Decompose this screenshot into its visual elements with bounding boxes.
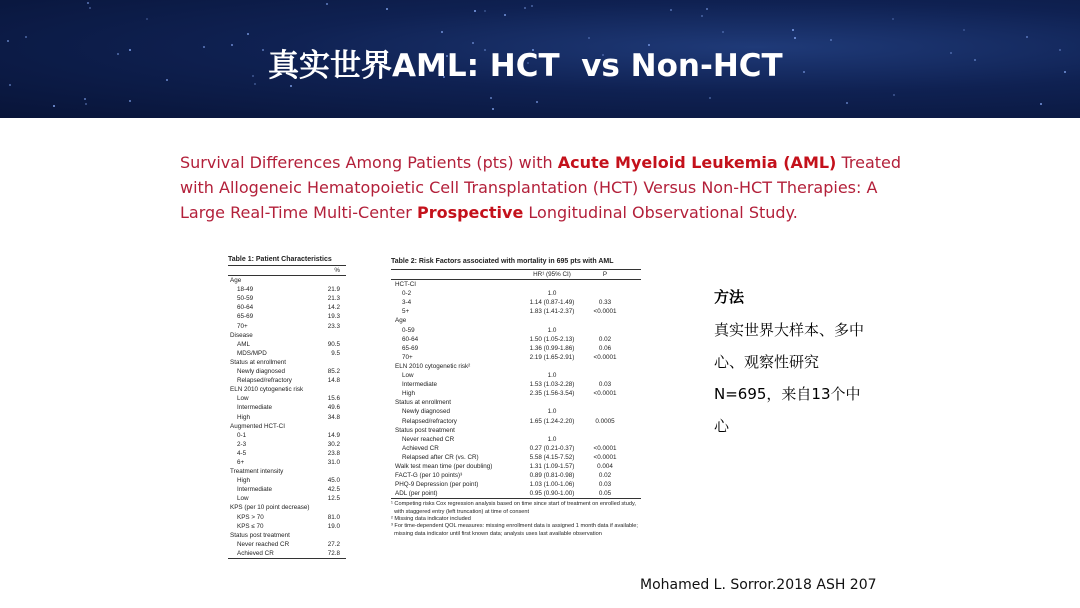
star-decoration [531, 5, 533, 7]
method-line: 心、观察性研究 [714, 353, 820, 371]
table2-row-p: 0.03 [598, 381, 612, 389]
table-row [228, 349, 346, 358]
table2-row-label: Low [402, 372, 414, 380]
table-row [391, 398, 641, 407]
table2-row-hr: 1.0 [547, 435, 557, 443]
star-decoration [701, 15, 703, 17]
table2-row-hr: 0.95 (0.90-1.00) [529, 490, 575, 498]
citation: Mohamed L. Sorror.2018 ASH 207 [640, 577, 877, 593]
star-decoration [474, 10, 476, 12]
star-decoration [254, 83, 256, 85]
table1-row-value: 90.5 [327, 340, 340, 348]
star-decoration [492, 108, 494, 110]
table1-row-label: MDS/MPD [237, 349, 267, 357]
table-row [228, 494, 346, 503]
star-decoration [203, 46, 205, 48]
table-row [391, 426, 641, 435]
table1-row-value: 23.3 [327, 322, 340, 330]
table-row [391, 435, 641, 444]
table-row [391, 298, 641, 307]
star-decoration [792, 29, 794, 31]
table2-row-hr: 1.53 (1.03-2.28) [529, 381, 575, 389]
table1-row-label: Age [230, 277, 242, 285]
table2-row-label: Status post treatment [395, 426, 455, 434]
table2-row-hr: 2.19 (1.65-2.91) [529, 353, 575, 361]
table1-row-value: 14.2 [327, 304, 340, 312]
table-row [228, 413, 346, 422]
table2-row-label: High [402, 390, 415, 398]
star-decoration [25, 36, 27, 38]
table2-row-label: HCT-CI [395, 281, 416, 289]
table1-row-label: Status post treatment [230, 531, 290, 539]
table2-row-label: Relapsed after CR (vs. CR) [402, 453, 479, 461]
table2-row-label: Never reached CR [402, 435, 455, 443]
table2-row-p: 0.0005 [595, 417, 615, 425]
method-line: N=695，来自13个中 [714, 385, 861, 403]
table-row [391, 353, 641, 362]
star-decoration [85, 103, 87, 105]
star-decoration [84, 98, 86, 100]
star-decoration [129, 100, 131, 102]
table2-row-p: <0.0001 [593, 308, 617, 316]
star-decoration [893, 94, 895, 96]
patient-characteristics-table [228, 256, 346, 559]
table-row [228, 422, 346, 431]
table1-row-value: 14.8 [327, 377, 340, 385]
study-title-text: Treated with Allogeneic Hematopoietic Cell Transplantation (HCT) Versus Non-HCT Therapies: A Large Real-Time Multi-Center [180, 153, 902, 222]
table-row [228, 522, 346, 531]
table1-row-label: 65-69 [237, 313, 254, 321]
star-decoration [794, 37, 796, 39]
table1-bottom-rule [228, 558, 346, 559]
table2-row-label: ELN 2010 cytogenetic risk² [395, 362, 471, 370]
table-row [228, 285, 346, 294]
table2-row-p: 0.06 [598, 344, 612, 352]
table-row [391, 307, 641, 316]
table-row [228, 403, 346, 412]
table2-caption: Table 2: Risk Factors associated with mortality in 695 pts with AML [391, 258, 614, 265]
table2-row-p: <0.0001 [593, 353, 617, 361]
table2-footnote: ¹ Competing risks Cox regression analysis based on time since start of treatment on enrolled study, [391, 501, 636, 508]
table2-row-hr: 1.14 (0.87-1.49) [529, 299, 575, 307]
table1-row-label: High [237, 413, 250, 421]
star-decoration [1064, 71, 1066, 73]
table-row [228, 303, 346, 312]
table-row [391, 280, 641, 289]
star-decoration [504, 14, 506, 16]
table1-row-label: Never reached CR [237, 540, 290, 548]
table1-row-label: 0-1 [237, 431, 247, 439]
table-row [228, 431, 346, 440]
table-row [228, 476, 346, 485]
star-decoration [441, 31, 443, 33]
study-title-text: Survival Differences Among Patients (pts) with [180, 153, 558, 172]
table-row [228, 340, 346, 349]
table-row [228, 531, 346, 540]
table1-row-label: Intermediate [237, 486, 273, 494]
table2-row-p: 0.004 [597, 462, 613, 470]
table1-row-value: 49.6 [327, 404, 340, 412]
table2-row-p: 0.02 [598, 472, 612, 480]
star-decoration [252, 75, 254, 77]
table2-row-label: FACT-G (per 10 points)³ [395, 472, 463, 480]
table-row [228, 358, 346, 367]
table1-row-label: 4-5 [237, 449, 247, 457]
table2-row-label: Newly diagnosed [402, 408, 450, 416]
table-row [228, 540, 346, 549]
star-decoration [670, 9, 672, 11]
table-row [391, 371, 641, 380]
table2-row-hr: 1.31 (1.09-1.57) [529, 462, 575, 470]
table-row [228, 394, 346, 403]
table1-row-value: 27.2 [327, 540, 340, 548]
star-decoration [231, 44, 233, 46]
table-row [391, 380, 641, 389]
table2-row-p: <0.0001 [593, 453, 617, 461]
star-decoration [892, 18, 894, 20]
table2-row-hr: 1.0 [547, 290, 557, 298]
table1-row-value: 9.5 [331, 349, 340, 357]
table2-footnote: missing data indicator until first known data; analysis uses last available observation [391, 530, 602, 537]
table1-row-label: 50-59 [237, 295, 254, 303]
table1-row-label: Low [237, 395, 249, 403]
table2-row-label: Status at enrollment [395, 399, 452, 407]
table1-row-label: Disease [230, 331, 253, 339]
star-decoration [803, 71, 805, 73]
table-row [228, 331, 346, 340]
table1-row-label: KPS (per 10 point decrease) [230, 504, 310, 512]
star-decoration [974, 59, 976, 61]
table-row [391, 316, 641, 325]
table1-row-value: 85.2 [327, 368, 340, 376]
study-title [180, 150, 920, 225]
table-row [391, 417, 641, 426]
method-line: 心 [714, 417, 730, 435]
table-row [228, 385, 346, 394]
risk-factors-table [391, 258, 641, 538]
table1-row-value: 30.2 [327, 440, 340, 448]
table1-row-label: Newly diagnosed [237, 368, 285, 376]
star-decoration [722, 31, 724, 33]
table1-row-label: AML [237, 340, 250, 348]
table2-row-hr: 1.0 [547, 408, 557, 416]
table1-header-row [228, 266, 346, 275]
star-decoration [262, 49, 264, 51]
study-title-highlight: Prospective [416, 203, 524, 222]
table2-row-hr: 2.35 (1.56-3.54) [529, 390, 575, 398]
table1-row-value: 42.5 [327, 486, 340, 494]
star-decoration [247, 33, 249, 35]
star-decoration [484, 10, 486, 12]
table1-row-label: Status at enrollment [230, 358, 287, 366]
table2-row-hr: 1.65 (1.24-2.20) [529, 417, 575, 425]
star-decoration [706, 8, 708, 10]
star-decoration [326, 3, 328, 5]
star-decoration [1026, 36, 1028, 38]
table2-footnote: ² Missing data indicator included [391, 515, 471, 522]
table2-body [391, 280, 641, 498]
table2-footnotes [391, 501, 641, 537]
star-decoration [536, 101, 538, 103]
table-row [391, 326, 641, 335]
table2-footnote: with staggered entry (left truncation) at time of consent [391, 508, 530, 515]
method-line: 真实世界大样本、多中 [714, 321, 865, 339]
star-decoration [87, 2, 89, 4]
table2-row-label: 70+ [402, 353, 413, 361]
table1-row-label: Achieved CR [237, 549, 274, 557]
table1-row-label: Relapsed/refractory [237, 377, 292, 385]
table1-row-value: 45.0 [327, 477, 340, 485]
star-decoration [588, 37, 590, 39]
table2-header-p: P [602, 271, 608, 278]
study-title-text: Longitudinal Observational Study. [523, 203, 798, 222]
table-row [391, 362, 641, 371]
table2-row-hr: 1.0 [547, 326, 557, 334]
table1-row-label: 60-64 [237, 304, 254, 312]
table-row [228, 322, 346, 331]
table-row [391, 462, 641, 471]
table2-row-label: ADL (per point) [395, 490, 438, 498]
method-heading: 方法 [714, 288, 745, 306]
table2-row-label: Achieved CR [402, 444, 439, 452]
table2-bottom-rule [391, 498, 641, 499]
star-decoration [709, 97, 711, 99]
table1-row-label: High [237, 477, 250, 485]
table-row [391, 344, 641, 353]
star-decoration [830, 39, 832, 41]
star-decoration [386, 8, 388, 10]
table1-row-label: KPS ≤ 70 [237, 522, 264, 530]
table-row [228, 485, 346, 494]
table-row [391, 489, 641, 498]
table-row [391, 289, 641, 298]
table1-row-value: 23.8 [327, 449, 340, 457]
table-row [228, 503, 346, 512]
table1-row-value: 14.9 [327, 431, 340, 439]
table2-row-label: 3-4 [402, 299, 412, 307]
table2-row-hr: 1.0 [547, 372, 557, 380]
table1-row-label: 18-49 [237, 286, 254, 294]
table1-row-value: 12.5 [327, 495, 340, 503]
star-decoration [490, 97, 492, 99]
table2-row-label: Intermediate [402, 381, 438, 389]
table1-body [228, 276, 346, 558]
slide-title: 真实世界AML: HCT vs Non-HCT [268, 48, 783, 84]
table-row [391, 335, 641, 344]
table2-row-label: 0-2 [402, 290, 412, 298]
table-row [391, 480, 641, 489]
table2-row-p: 0.05 [598, 490, 612, 498]
star-decoration [950, 52, 952, 54]
table2-header-row [391, 270, 641, 279]
method-text [714, 314, 914, 442]
table2-row-hr: 5.58 (4.15-7.52) [529, 453, 575, 461]
table1-row-label: 70+ [237, 322, 248, 330]
table1-header-percent: % [334, 267, 340, 274]
table-row [228, 549, 346, 558]
table-row [391, 471, 641, 480]
table2-row-hr: 1.83 (1.41-2.37) [529, 308, 575, 316]
star-decoration [290, 85, 292, 87]
table1-row-value: 19.3 [327, 313, 340, 321]
table2-footnote: ³ For time-dependent QOL measures: missing enrollment data is assigned 1 month data if available; [391, 523, 638, 530]
study-title-highlight: Acute Myeloid Leukemia (AML) [557, 153, 837, 172]
table2-row-label: PHQ-9 Depression (per point) [395, 481, 479, 489]
table1-row-label: Augmented HCT-CI [230, 422, 285, 430]
star-decoration [1059, 49, 1061, 51]
table2-row-p: 0.03 [598, 481, 612, 489]
table-row [228, 449, 346, 458]
table-row [228, 440, 346, 449]
table-row [228, 294, 346, 303]
table-row [228, 312, 346, 321]
table1-row-label: Low [237, 495, 249, 503]
table-row [391, 444, 641, 453]
star-decoration [146, 18, 148, 20]
table2-row-label: 0-59 [402, 326, 415, 334]
table1-row-label: Treatment intensity [230, 468, 284, 476]
table1-row-label: 2-3 [237, 440, 247, 448]
method-summary [714, 286, 914, 442]
table2-row-label: 5+ [402, 308, 410, 316]
table2-row-label: 65-69 [402, 344, 419, 352]
table1-row-value: 72.8 [327, 549, 340, 557]
table2-row-label: Relapsed/refractory [402, 417, 457, 425]
table1-row-value: 15.6 [327, 395, 340, 403]
table2-row-p: <0.0001 [593, 444, 617, 452]
star-decoration [53, 105, 55, 107]
table-row [391, 453, 641, 462]
title-banner [0, 0, 1080, 118]
star-decoration [129, 49, 131, 51]
table-row [228, 376, 346, 385]
table2-row-p: 0.33 [598, 299, 612, 307]
table-row [228, 513, 346, 522]
table1-row-value: 21.9 [327, 286, 340, 294]
table2-row-hr: 0.27 (0.21-0.37) [529, 444, 575, 452]
table2-row-hr: 1.03 (1.00-1.06) [529, 481, 575, 489]
table2-row-label: Age [395, 317, 407, 325]
star-decoration [7, 40, 9, 42]
table-row [228, 276, 346, 285]
star-decoration [846, 102, 848, 104]
table2-row-hr: 0.89 (0.81-0.98) [529, 472, 575, 480]
star-decoration [166, 79, 168, 81]
table1-row-label: KPS > 70 [237, 513, 264, 521]
star-decoration [117, 53, 119, 55]
table2-row-p: 0.02 [598, 335, 612, 343]
star-decoration [963, 29, 965, 31]
table1-row-label: ELN 2010 cytogenetic risk [230, 386, 304, 394]
table-row [228, 458, 346, 467]
table2-row-label: 60-64 [402, 335, 419, 343]
star-decoration [89, 7, 91, 9]
table1-row-value: 21.3 [327, 295, 340, 303]
star-decoration [1040, 103, 1042, 105]
table1-row-value: 81.0 [327, 513, 340, 521]
star-decoration [524, 7, 526, 9]
table2-header-hr: HR¹ (95% CI) [533, 271, 571, 278]
table2-row-p: <0.0001 [593, 390, 617, 398]
table1-row-label: Intermediate [237, 404, 273, 412]
table1-row-value: 31.0 [327, 458, 340, 466]
table1-row-value: 34.8 [327, 413, 340, 421]
table1-caption: Table 1: Patient Characteristics [228, 256, 332, 263]
table-row [228, 467, 346, 476]
table-row [228, 367, 346, 376]
table2-row-hr: 1.36 (0.99-1.86) [529, 344, 575, 352]
table1-row-label: 6+ [237, 458, 245, 466]
star-decoration [9, 84, 11, 86]
table1-row-value: 19.0 [327, 522, 340, 530]
table-row [391, 389, 641, 398]
table2-row-hr: 1.50 (1.05-2.13) [529, 335, 575, 343]
table-row [391, 407, 641, 416]
table2-row-label: Walk test mean time (per doubling) [395, 462, 493, 470]
